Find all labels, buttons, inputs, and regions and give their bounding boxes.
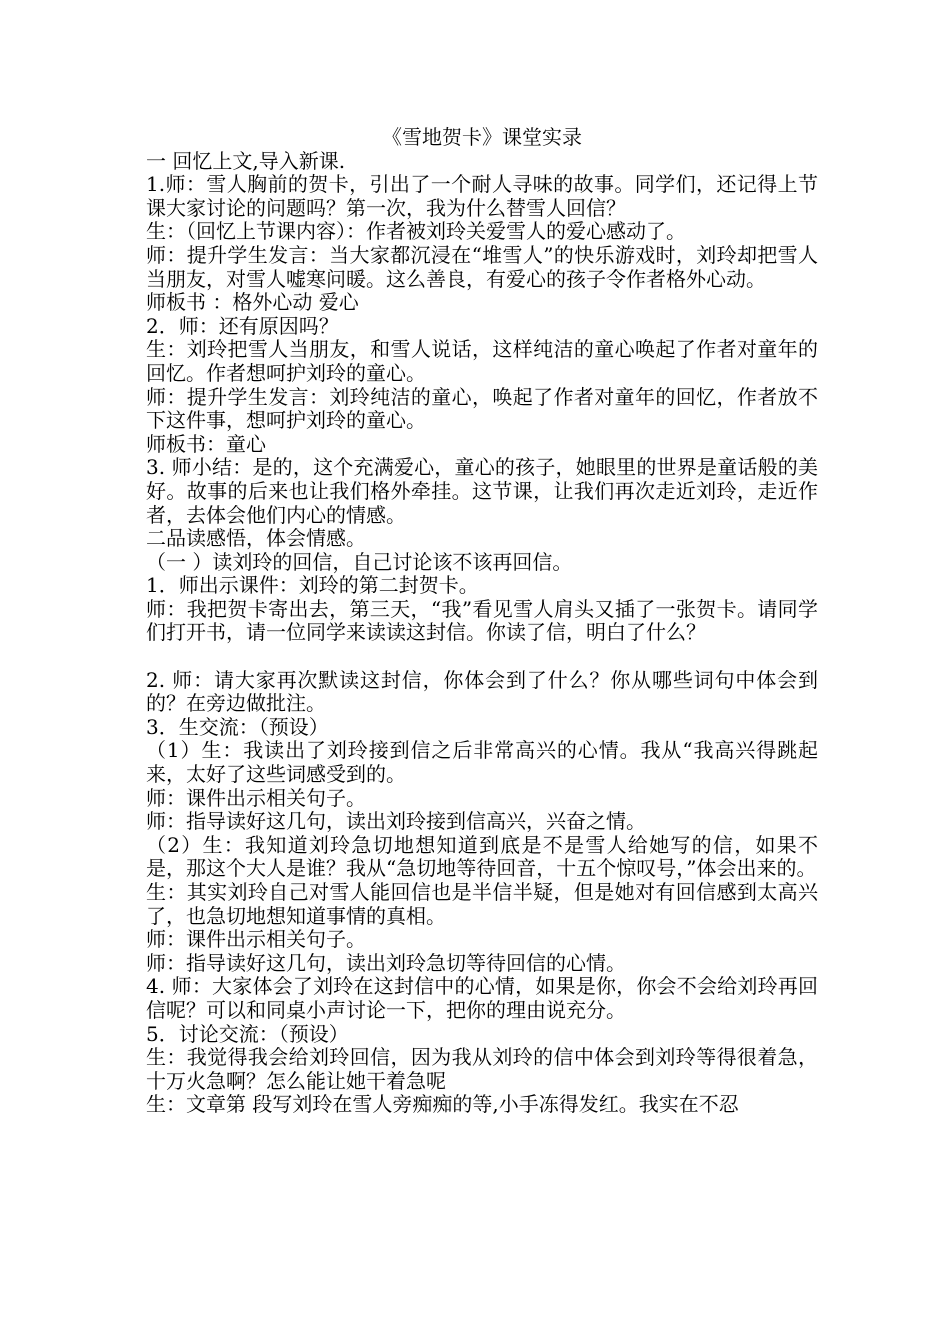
paragraph: （一 ）读刘玲的回信，自己讨论该不该再回信。 [146, 549, 573, 574]
paragraph: 2. 师：请大家再次默读这封信，你体会到了什么？你从哪些词句中体会到的？在旁边做批注。 [146, 667, 818, 716]
paragraph: 1.师：雪人胸前的贺卡，引出了一个耐人寻味的故事。同学们，还记得上节课大家讨论的问题吗？第一次，我为什么替雪人回信？ [146, 172, 818, 220]
blank-line [146, 645, 818, 669]
paragraph: （1）生：我读出了刘玲接到信之后非常高兴的心情。我从“我高兴得跳起来，太好了这些词感受到的。 [146, 738, 818, 787]
paragraph: 一 回忆上文,导入新课. [146, 148, 346, 173]
paragraph: 生：刘玲把雪人当朋友，和雪人说话，这样纯洁的童心唤起了作者对童年的回忆。作者想呵护刘玲的童心。 [146, 337, 818, 385]
paragraph: 师：提升学生发言：当大家都沉浸在“堆雪人”的快乐游戏时，刘玲却把雪人当朋友，对雪人嘘寒问暖。这么善良，有爱心的孩子令作者格外心动。 [146, 242, 818, 291]
paragraph: 师：指导读好这几句，读出刘玲急切等待回信的心情。 [146, 950, 626, 975]
paragraph: （2）生：我知道刘玲急切地想知道到底是不是雪人给她写的信，如果不是，那这个大人是谁？我从“急切地等待回音，十五个惊叹号，”体会出来的。 [146, 832, 818, 881]
document-title: 《雪地贺卡》课堂实录 [382, 125, 582, 149]
paragraph: 5．讨论交流：（预设） [146, 1021, 349, 1046]
paragraph: 生：我觉得我会给刘玲回信，因为我从刘玲的信中体会到刘玲等得很着急，十万火急啊？怎么能让她干着急呢 [146, 1045, 818, 1093]
paragraph: 二品读感悟，体会情感。 [146, 526, 366, 551]
paragraph: 1．师出示课件：刘玲的第二封贺卡。 [146, 573, 479, 598]
paragraph: 师板书 ：格外心动 爱心 [146, 290, 359, 315]
paragraph: 师板书：童心 [146, 431, 266, 456]
paragraph: 3．生交流：（预设） [146, 714, 329, 739]
paragraph: 师：课件出示相关句子。 [146, 927, 366, 952]
paragraph: 师：指导读好这几句，读出刘玲接到信高兴，兴奋之情。 [146, 809, 646, 834]
paragraph: 4. 师：大家体会了刘玲在这封信中的心情，如果是你，你会不会给刘玲再回信呢？可以和同桌小声讨论一下，把你的理由说充分。 [146, 974, 818, 1022]
paragraph: 师：课件出示相关句子。 [146, 785, 366, 810]
paragraph: 师：我把贺卡寄出去，第三天，“我”看见雪人肩头又插了一张贺卡。请同学们打开书，请一位同学来读读这封信。你读了信，明白了什么？ [146, 596, 818, 645]
paragraph: 生：其实刘玲自己对雪人能回信也是半信半疑，但是她对有回信感到太高兴了，也急切地想知道事情的真相。 [146, 880, 818, 928]
paragraph: 师：提升学生发言：刘玲纯洁的童心，唤起了作者对童年的回忆，作者放不下这件事，想呵护刘玲的童心。 [146, 384, 818, 433]
paragraph: 2．师：还有原因吗？ [146, 313, 339, 338]
document-body [146, 126, 818, 1117]
paragraph: 3. 师小结：是的，这个充满爱心，童心的孩子，她眼里的世界是童话般的美好。故事的后来也让我们格外牵挂。这节课，让我们再次走近刘玲，走近作者，去体会他们内心的情感。 [146, 455, 818, 527]
paragraph: 生：（回忆上节课内容）：作者被刘玲关爱雪人的爱心感动了。 [146, 219, 686, 244]
paragraph: 生：文章第 段写刘玲在雪人旁痴痴的等,小手冻得发红。我实在不忍 [146, 1092, 739, 1117]
